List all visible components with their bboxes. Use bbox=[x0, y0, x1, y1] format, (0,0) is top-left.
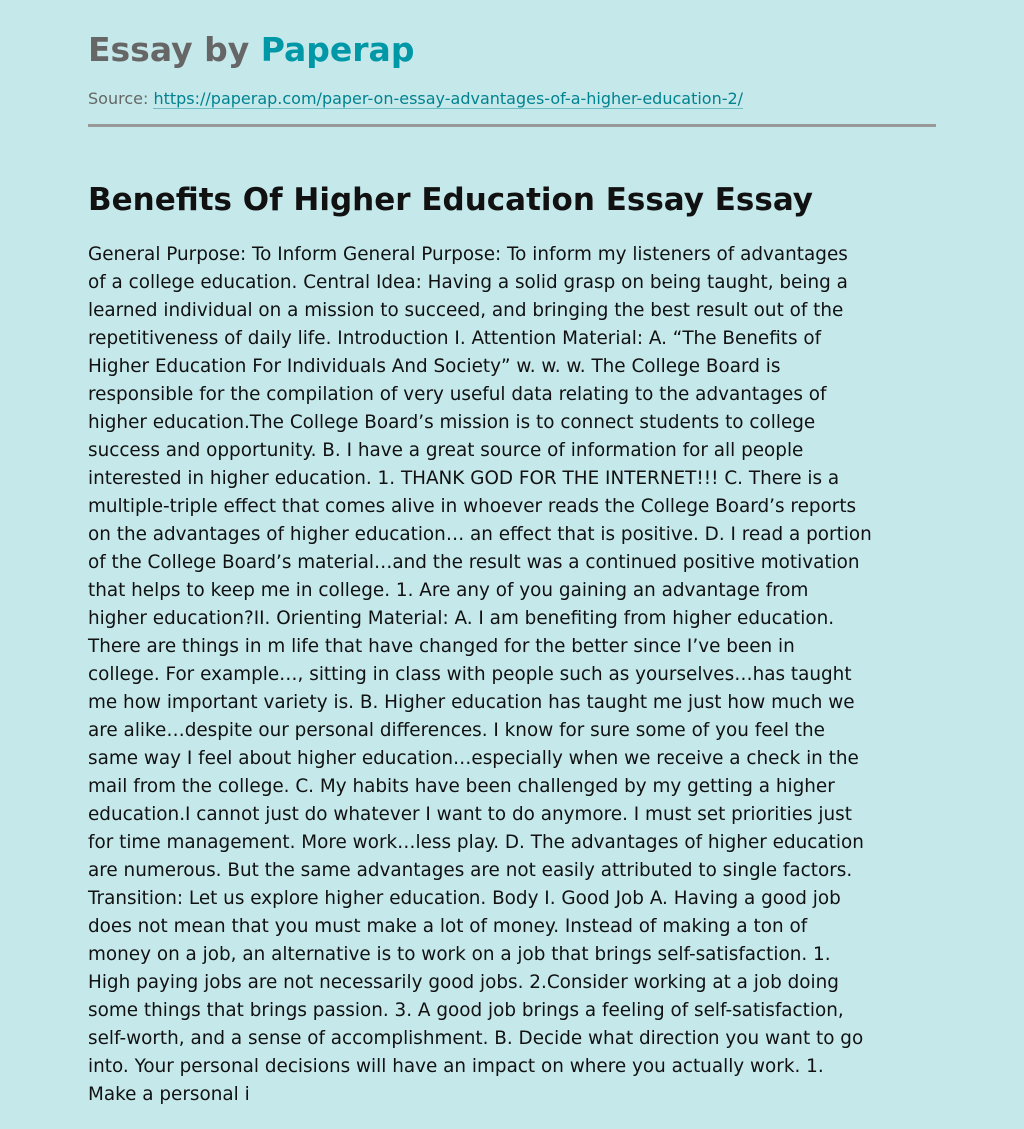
body-line: High paying jobs are not necessarily good jobs. 2.Consider working at a job doing bbox=[88, 972, 839, 993]
body-line: some things that brings passion. 3. A good job brings a feeling of self-satisfaction, bbox=[88, 1000, 844, 1021]
body-line: learned individual on a mission to succeed, and bringing the best result out of the bbox=[88, 300, 844, 321]
body-line: interested in higher education. 1. THANK GOD FOR THE INTERNET!!! C. There is a bbox=[88, 468, 840, 489]
body-line: does not mean that you must make a lot of money. Instead of making a ton of bbox=[88, 916, 808, 937]
body-line: Transition: Let us explore higher education. Body I. Good Job A. Having a good job bbox=[88, 888, 841, 909]
article-body bbox=[88, 241, 948, 1109]
brand-prefix: Essay by bbox=[88, 30, 261, 69]
body-line: Higher Education For Individuals And Society” w. w. w. The College Board is bbox=[88, 356, 781, 377]
body-line: multiple-triple effect that comes alive in whoever reads the College Board’s reports bbox=[88, 496, 857, 517]
body-line: repetitiveness of daily life. Introduction I. Attention Material: A. “The Benefits of bbox=[88, 328, 822, 349]
source-link[interactable]: https://paperap.com/paper-on-essay-advantages-of-a-higher-education-2/ bbox=[153, 89, 744, 108]
body-line: of the College Board’s material…and the result was a continued positive motivation bbox=[88, 552, 860, 573]
body-line: higher education?II. Orienting Material: A. I am benefiting from higher education. bbox=[88, 608, 835, 629]
body-line: responsible for the compilation of very useful data relating to the advantages of bbox=[88, 384, 827, 405]
brand-name: Paperap bbox=[260, 30, 415, 69]
body-line: Make a personal i bbox=[88, 1084, 250, 1105]
body-line: that helps to keep me in college. 1. Are any of you gaining an advantage from bbox=[88, 580, 809, 601]
body-line: on the advantages of higher education… an effect that is positive. D. I read a portion bbox=[88, 524, 872, 545]
body-line: for time management. More work…less play. D. The advantages of higher education bbox=[88, 832, 864, 853]
body-line: education.I cannot just do whatever I want to do anymore. I must set priorities just bbox=[88, 804, 852, 825]
source-label: Source: bbox=[88, 89, 154, 108]
brand-heading bbox=[88, 30, 414, 70]
body-line: college. For example…, sitting in class with people such as yourselves…has taught bbox=[88, 664, 852, 685]
body-line: me how important variety is. B. Higher education has taught me just how much we bbox=[88, 692, 855, 713]
body-line: into. Your personal decisions will have an impact on where you actually work. 1. bbox=[88, 1056, 824, 1077]
body-line: are alike…despite our personal differences. I know for sure some of you feel the bbox=[88, 720, 825, 741]
body-line: money on a job, an alternative is to work on a job that brings self-satisfaction. 1. bbox=[88, 944, 831, 965]
body-line: General Purpose: To Inform General Purpose: To inform my listeners of advantages bbox=[88, 244, 848, 265]
header-divider bbox=[88, 124, 936, 127]
article-title: Benefits Of Higher Education Essay Essay bbox=[88, 182, 813, 218]
body-line: same way I feel about higher education…especially when we receive a check in the bbox=[88, 748, 859, 769]
body-line: higher education.The College Board’s mission is to connect students to college bbox=[88, 412, 816, 433]
body-line: of a college education. Central Idea: Having a solid grasp on being taught, being a bbox=[88, 272, 848, 293]
source-line bbox=[88, 88, 743, 110]
body-line: are numerous. But the same advantages are not easily attributed to single factors. bbox=[88, 860, 853, 881]
body-line: success and opportunity. B. I have a great source of information for all people bbox=[88, 440, 804, 461]
body-line: There are things in m life that have changed for the better since I’ve been in bbox=[88, 636, 795, 657]
body-line: self-worth, and a sense of accomplishment. B. Decide what direction you want to go bbox=[88, 1028, 864, 1049]
body-line: mail from the college. C. My habits have been challenged by my getting a higher bbox=[88, 776, 835, 797]
